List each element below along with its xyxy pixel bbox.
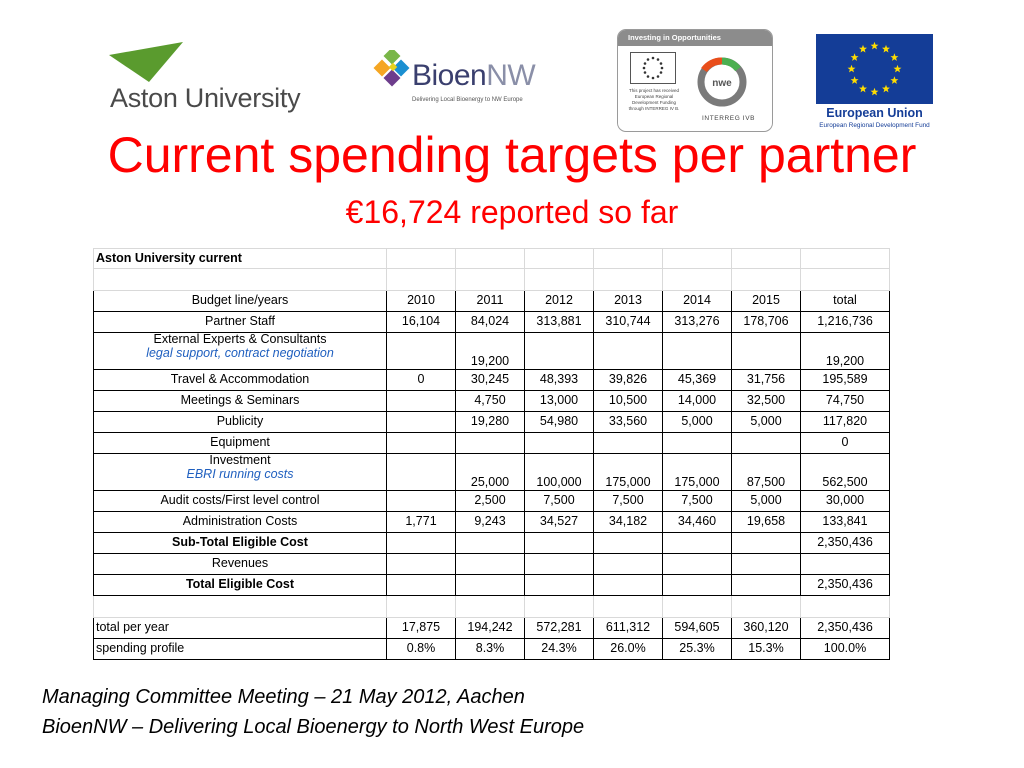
table-row	[94, 575, 890, 596]
column-header: 2015	[732, 291, 801, 312]
table-cell	[732, 575, 801, 596]
table-cell: 133,841	[801, 512, 890, 533]
table-row	[94, 454, 890, 491]
table-cell: 5,000	[732, 491, 801, 512]
table-cell: 611,312	[594, 618, 663, 639]
table-cell	[663, 333, 732, 370]
table-cell: 25,000	[456, 454, 525, 491]
column-header: 2014	[663, 291, 732, 312]
table-cell: 45,369	[663, 370, 732, 391]
eu-star-icon	[890, 76, 898, 84]
table-row	[94, 370, 890, 391]
column-header: 2013	[594, 291, 663, 312]
table-cell	[594, 433, 663, 454]
eu-star-icon	[871, 88, 879, 96]
interreg-funding-note: This project has received European Regional Development Funding through INTERREG IV B.	[628, 88, 680, 111]
interreg-name: INTERREG IVB	[702, 115, 756, 122]
interreg-logo	[617, 29, 773, 132]
nwe-ring-icon	[696, 56, 748, 108]
table-cell	[456, 554, 525, 575]
table-cell	[594, 533, 663, 554]
table-cell: 19,200	[456, 333, 525, 370]
table-row	[94, 391, 890, 412]
table-cell: 313,276	[663, 312, 732, 333]
row-label: Partner Staff	[94, 312, 387, 333]
table-cell: 7,500	[663, 491, 732, 512]
table-cell: 87,500	[732, 454, 801, 491]
table-cell: 360,120	[732, 618, 801, 639]
table-cell: 54,980	[525, 412, 594, 433]
table-spacer-row	[94, 269, 890, 291]
table-cell	[387, 391, 456, 412]
table-cell: 194,242	[456, 618, 525, 639]
row-note: EBRI running costs	[186, 466, 294, 481]
table-cell: 84,024	[456, 312, 525, 333]
table-cell: 48,393	[525, 370, 594, 391]
table-cell	[525, 554, 594, 575]
slide-title: Current spending targets per partner	[107, 127, 917, 183]
table-cell	[525, 333, 594, 370]
table-row	[94, 433, 890, 454]
eu-star-icon	[851, 53, 859, 61]
table-cell: 19,658	[732, 512, 801, 533]
table-cell	[525, 533, 594, 554]
aston-triangle-icon	[107, 40, 187, 84]
table-cell	[663, 533, 732, 554]
table-cell	[525, 433, 594, 454]
aston-logo-text: Aston University	[110, 83, 301, 113]
bioennw-tagline: Delivering Local Bioenergy to NW Europe	[412, 97, 523, 103]
table-cell	[456, 575, 525, 596]
table-cell: 74,750	[801, 391, 890, 412]
table-cell: 15.3%	[732, 639, 801, 660]
eu-star-icon	[882, 85, 890, 93]
table-cell: 1,771	[387, 512, 456, 533]
table-cell: 178,706	[732, 312, 801, 333]
table-row	[94, 333, 890, 370]
table-cell: 100,000	[525, 454, 594, 491]
eu-star-icon	[871, 42, 879, 50]
table-cell: 0.8%	[387, 639, 456, 660]
bioennw-logo-name: BioenNW	[412, 59, 536, 92]
column-header: Budget line/years	[94, 291, 387, 312]
table-cell: 19,280	[456, 412, 525, 433]
table-cell	[387, 491, 456, 512]
table-cell	[663, 575, 732, 596]
table-cell: 175,000	[594, 454, 663, 491]
row-label: Revenues	[94, 554, 387, 575]
table-cell: 30,000	[801, 491, 890, 512]
table-cell	[801, 554, 890, 575]
table-source-label: Aston University current	[94, 249, 387, 269]
table-cell: 34,527	[525, 512, 594, 533]
table-cell: 2,350,436	[801, 533, 890, 554]
interreg-band: Investing in Opportunities	[618, 30, 772, 46]
table-cell: 9,243	[456, 512, 525, 533]
row-label: Publicity	[94, 412, 387, 433]
table-cell	[387, 454, 456, 491]
table-cell: 572,281	[525, 618, 594, 639]
svg-text:nwe: nwe	[712, 78, 732, 89]
table-cell	[525, 575, 594, 596]
budget-table	[93, 248, 890, 660]
table-cell: 562,500	[801, 454, 890, 491]
table-cell	[594, 554, 663, 575]
eu-star-icon	[848, 65, 856, 73]
table-cell: 8.3%	[456, 639, 525, 660]
row-label: spending profile	[94, 639, 387, 660]
eu-logo-subtitle: European Regional Development Fund	[819, 122, 930, 129]
slide-subtitle: €16,724 reported so far	[345, 194, 679, 230]
table-cell	[594, 333, 663, 370]
table-summary-row	[94, 618, 890, 639]
table-row	[94, 512, 890, 533]
eu-star-icon	[890, 53, 898, 61]
table-cell	[387, 575, 456, 596]
table-cell: 10,500	[594, 391, 663, 412]
table-cell: 25.3%	[663, 639, 732, 660]
table-row	[94, 312, 890, 333]
table-cell: 313,881	[525, 312, 594, 333]
table-cell	[594, 575, 663, 596]
row-note: legal support, contract negotiation	[146, 345, 334, 360]
table-cell: 2,350,436	[801, 618, 890, 639]
row-label: Travel & Accommodation	[94, 370, 387, 391]
table-cell: 5,000	[732, 412, 801, 433]
table-cell: 0	[801, 433, 890, 454]
table-header-row	[94, 291, 890, 312]
table-cell: 310,744	[594, 312, 663, 333]
table-row	[94, 554, 890, 575]
row-label: Meetings & Seminars	[94, 391, 387, 412]
table-spacer-row	[94, 596, 890, 618]
table-summary-row	[94, 639, 890, 660]
table-cell: 2,500	[456, 491, 525, 512]
row-label: Audit costs/First level control	[94, 491, 387, 512]
table-row	[94, 491, 890, 512]
column-header: 2010	[387, 291, 456, 312]
table-cell	[663, 554, 732, 575]
table-cell: 2,350,436	[801, 575, 890, 596]
table-cell: 26.0%	[594, 639, 663, 660]
table-cell: 7,500	[594, 491, 663, 512]
table-cell	[732, 333, 801, 370]
table-cell	[387, 412, 456, 433]
table-row	[94, 412, 890, 433]
table-cell: 0	[387, 370, 456, 391]
table-cell	[456, 533, 525, 554]
table-cell: 1,216,736	[801, 312, 890, 333]
footer-project: BioenNW – Delivering Local Bioenergy to North West Europe	[42, 716, 585, 738]
table-cell	[732, 433, 801, 454]
bioennw-logo	[372, 48, 542, 108]
eu-stars-icon	[630, 52, 676, 84]
table-cell: 100.0%	[801, 639, 890, 660]
table-cell: 31,756	[732, 370, 801, 391]
table-row	[94, 533, 890, 554]
table-cell: 594,605	[663, 618, 732, 639]
table-cell: 14,000	[663, 391, 732, 412]
row-label: Administration Costs	[94, 512, 387, 533]
table-cell: 175,000	[663, 454, 732, 491]
table-cell: 195,589	[801, 370, 890, 391]
table-cell	[387, 533, 456, 554]
table-cell: 39,826	[594, 370, 663, 391]
table-cell: 30,245	[456, 370, 525, 391]
eu-flag-icon	[816, 34, 933, 104]
table-cell: 32,500	[732, 391, 801, 412]
row-label: Total Eligible Cost	[94, 575, 387, 596]
table-cell	[732, 554, 801, 575]
table-cell	[387, 333, 456, 370]
table-cell: 7,500	[525, 491, 594, 512]
row-label: External Experts & Consultants legal support, contract negotiation	[94, 333, 387, 370]
eu-star-icon	[894, 65, 902, 73]
table-cell	[387, 554, 456, 575]
table-cell: 34,460	[663, 512, 732, 533]
table-cell: 117,820	[801, 412, 890, 433]
column-header: 2011	[456, 291, 525, 312]
table-cell: 5,000	[663, 412, 732, 433]
eu-star-icon	[882, 45, 890, 53]
aston-university-logo	[107, 40, 307, 116]
row-label: Sub-Total Eligible Cost	[94, 533, 387, 554]
table-cell	[732, 533, 801, 554]
table-cell: 24.3%	[525, 639, 594, 660]
row-label: Equipment	[94, 433, 387, 454]
footer-meeting: Managing Committee Meeting – 21 May 2012, Aachen	[42, 686, 525, 708]
table-cell: 17,875	[387, 618, 456, 639]
table-cell	[663, 433, 732, 454]
table-cell: 19,200	[801, 333, 890, 370]
eu-star-icon	[851, 76, 859, 84]
row-label: total per year	[94, 618, 387, 639]
table-cell	[387, 433, 456, 454]
column-header: total	[801, 291, 890, 312]
table-cell: 16,104	[387, 312, 456, 333]
table-cell: 33,560	[594, 412, 663, 433]
eu-logo-title: European Union	[826, 106, 923, 120]
european-union-logo	[816, 34, 933, 132]
row-label: Investment EBRI running costs	[94, 454, 387, 491]
column-header: 2012	[525, 291, 594, 312]
table-cell: 34,182	[594, 512, 663, 533]
table-cell	[456, 433, 525, 454]
eu-star-icon	[859, 45, 867, 53]
table-cell: 4,750	[456, 391, 525, 412]
eu-star-icon	[859, 85, 867, 93]
table-cell: 13,000	[525, 391, 594, 412]
table-source-row	[94, 249, 890, 269]
bioennw-mark-icon	[372, 50, 412, 94]
